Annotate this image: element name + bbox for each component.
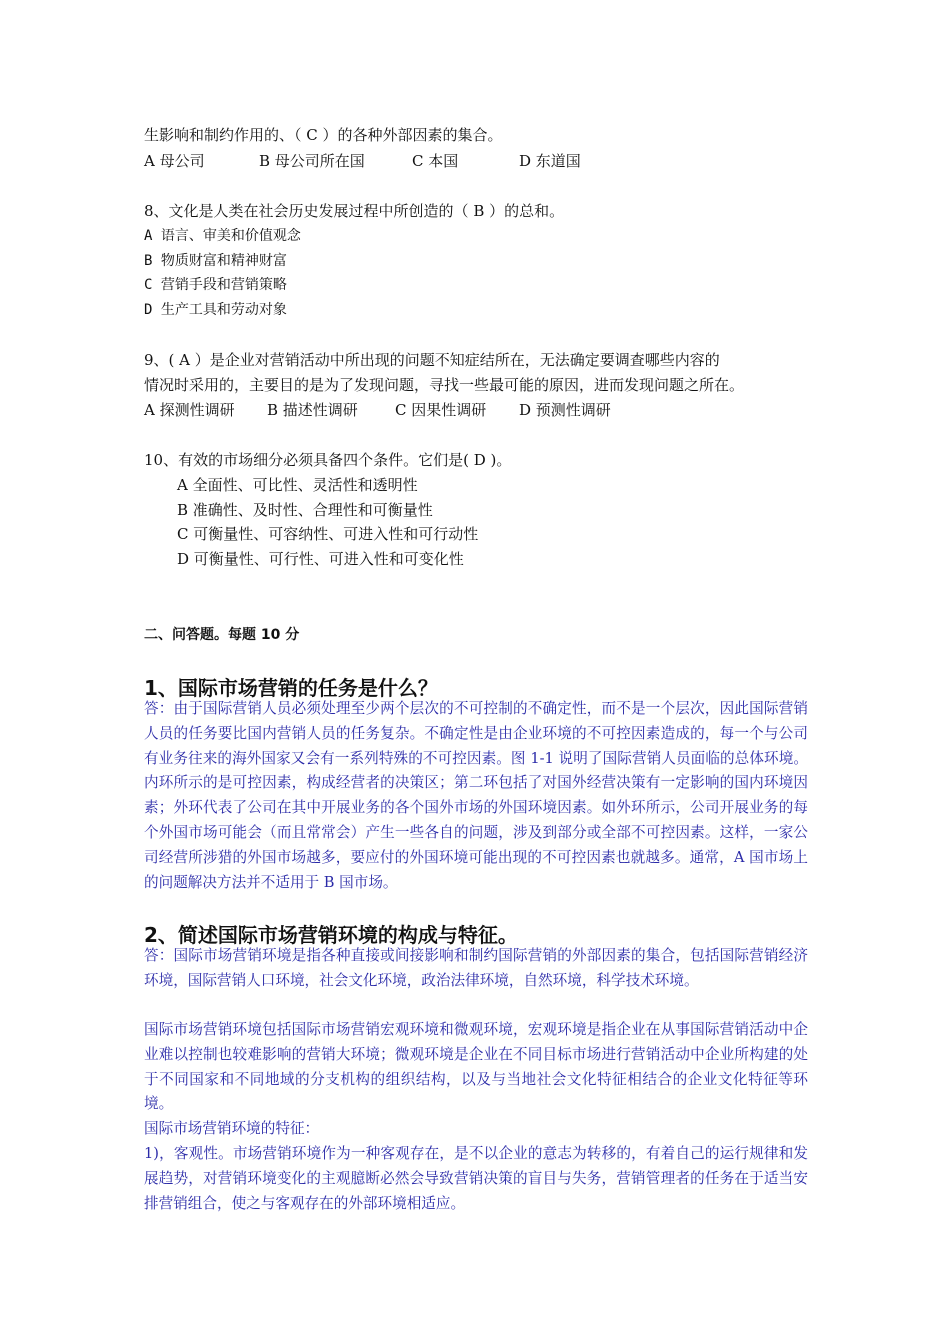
q10-stem: 10、有效的市场细分必须具备四个条件。它们是( D )。 — [144, 451, 512, 469]
q9-stem-line2: 情况时采用的，主要目的是为了发现问题，寻找一些最可能的原因，进而发现问题之所在。 — [144, 376, 745, 394]
q8-stem: 8、文化是人类在社会历史发展过程中所创造的（ B ）的总和。 — [144, 202, 565, 220]
q7-option-a: A 母公司 — [144, 152, 205, 170]
essay2-paragraph-1: 答：国际市场营销环境是指各种直接或间接影响和制约国际营销的外部因素的集合，包括国际营销经济环境，国际营销人口环境，社会文化环境，政治法律环境，自然环境，科学技术环境。 — [144, 947, 808, 989]
q7-option-c: C 本国 — [412, 152, 459, 170]
essay2-paragraph-3: 国际市场营销环境的特征： — [144, 1120, 320, 1137]
q9-option-d: D 预测性调研 — [519, 401, 611, 419]
q7-stem: 生影响和制约作用的、（ C ）的各种外部因素的集合。 — [144, 126, 503, 144]
essay2-paragraph-2: 国际市场营销环境包括国际市场营销宏观环境和微观环境，宏观环境是指企业在从事国际营销活动中企业难以控制也较难影响的营销大环境；微观环境是企业在不同目标市场进行营销活动中企业所构建的处于不同国家和不同地域的分支机构的组织结构，以及与当地社会文化特征相结合的企业文化特征等环境。 — [144, 1021, 808, 1113]
q8-option-c: C 营销手段和营销策略 — [144, 277, 287, 293]
q8-option-a: A 语言、审美和价值观念 — [144, 228, 301, 244]
q9-option-b: B 描述性调研 — [267, 401, 358, 419]
q10-option-b: B 准确性、及时性、合理性和可衡量性 — [177, 501, 433, 519]
essay2-paragraph-4: 1)，客观性。市场营销环境作为一种客观存在，是不以企业的意志为转移的，有着自己的运行规律和发展趋势，对营销环境变化的主观臆断必然会导致营销决策的盲目与失务，营销管理者的任务在于适当安排营销组合，使之与客观存在的外部环境相适应。 — [144, 1145, 808, 1212]
q10-option-c: C 可衡量性、可容纳性、可进入性和可行动性 — [177, 525, 479, 543]
q10-option-d: D 可衡量性、可行性、可进入性和可变化性 — [177, 550, 464, 568]
q8-option-b: B 物质财富和精神财富 — [144, 253, 287, 269]
q8-option-d: D 生产工具和劳动对象 — [144, 302, 287, 318]
section-title: 二、问答题。每题 10 分 — [144, 627, 300, 643]
q10-option-a: A 全面性、可比性、灵活性和透明性 — [177, 476, 418, 494]
essay1-answer: 答：由于国际营销人员必须处理至少两个层次的不可控制的不确定性，而不是一个层次，因此国际营销人员的任务要比国内营销人员的任务复杂。不确定性是由企业环境的不可控因素造成的，每一个与公司有业务往来的海外国家又会有一系列特殊的不可控因素。图 1-1 说明了国际营销人员面临的总体环境。内环所示的是可控因素，构成经营者的决策区；第二环包括了对国外经营决策有一定影响的国内环境因素；外环代表了公司在其中开展业务的各个国外市场的外国环境因素。如外环所示，公司开展业务的每个外国市场可能会（而且常常会）产生一些各自的问题，涉及到部分或全部不可控因素。这样，一家公司经营所涉猎的外国市场越多，要应付的外国环境可能出现的不可控因素也就越多。通常，A 国市场上的问题解决方法并不适用于 B 国市场。 — [144, 700, 808, 891]
q9-option-c: C 因果性调研 — [395, 401, 487, 419]
q9-stem-line1: 9、( A ）是企业对营销活动中所出现的问题不知症结所在，无法确定要调查哪些内容的 — [144, 351, 720, 369]
essay1-title: 1、国际市场营销的任务是什么？ — [144, 676, 438, 700]
q7-option-b: B 母公司所在国 — [259, 152, 365, 170]
q9-option-a: A 探测性调研 — [144, 401, 235, 419]
q7-option-d: D 东道国 — [519, 152, 581, 170]
essay2-title: 2、简述国际市场营销环境的构成与特征。 — [144, 923, 518, 947]
